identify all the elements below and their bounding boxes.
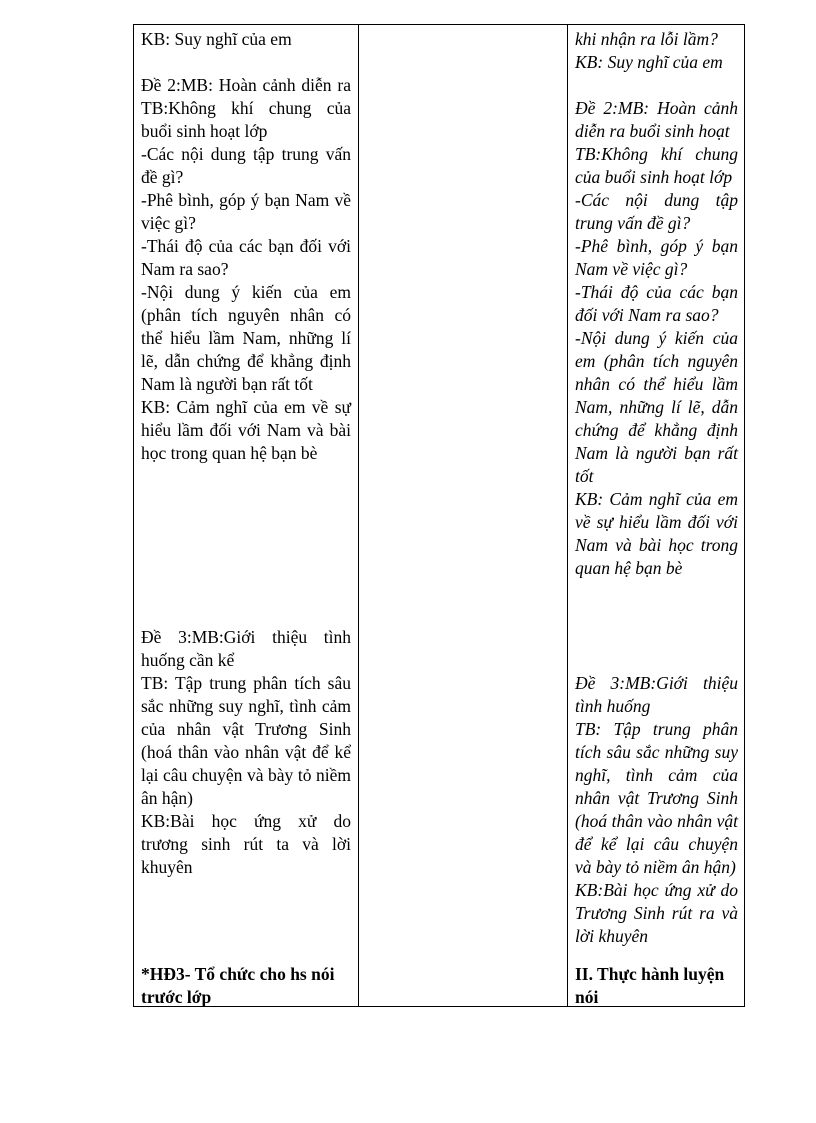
right-section2-heading: II. Thực hành luyện nói <box>575 964 725 1007</box>
left-de3-tb: TB: Tập trung phân tích sâu sắc những suy nghĩ, tình cảm của nhân vật Trương Sinh (hoá thân vào nhân vật để kể lại câu chuyện và bày tỏ niềm ân hận) <box>141 673 351 808</box>
left-hd3-heading: *HĐ3- Tổ chức cho hs nói trước lớp <box>141 964 335 1007</box>
right-de2-item: -Nội dung ý kiến của em (phân tích nguyên nhân có thể hiểu lầm Nam, những lí lẽ, dẫn chứng để khẳng định Nam là người bạn rất tốt <box>575 328 738 486</box>
left-de2-block <box>134 71 358 465</box>
right-de2-tb: TB:Không khí chung của buổi sinh hoạt lớp <box>575 144 738 187</box>
left-de2-item: -Thái độ của các bạn đối với Nam ra sao? <box>141 236 351 279</box>
table-row <box>134 25 745 1007</box>
empty-cell <box>359 25 567 1006</box>
content-cell <box>568 25 744 1006</box>
activity-column <box>134 25 359 1007</box>
right-top-question: khi nhận ra lỗi lầm? <box>575 29 718 49</box>
right-de2-intro: Đề 2:MB: Hoàn cảnh diễn ra buổi sinh hoạt <box>575 98 738 141</box>
right-de3-tb: TB: Tập trung phân tích sâu sắc những suy nghĩ, tình cảm của nhân vật Trương Sinh (hoá thân vào nhân vật để kể lại câu chuyện và bày tỏ niềm ân hận) <box>575 719 738 877</box>
left-de2-item: -Phê bình, góp ý bạn Nam về việc gì? <box>141 190 351 233</box>
activity-cell <box>134 25 358 1006</box>
lesson-table <box>133 24 745 1007</box>
right-top-block <box>568 25 744 74</box>
left-kb1-block <box>134 25 358 51</box>
right-de2-item: -Các nội dung tập trung vấn đề gì? <box>575 190 738 233</box>
left-de3-block <box>134 623 358 879</box>
right-de2-kb: KB: Cảm nghĩ của em về sự hiểu lầm đối với Nam và bài học trong quan hệ bạn bè <box>575 489 738 578</box>
right-de2-item: -Thái độ của các bạn đối với Nam ra sao? <box>575 282 738 325</box>
left-de3-kb: KB:Bài học ứng xử do trương sinh rút ta và lời khuyên <box>141 811 351 877</box>
right-de2-block <box>568 94 744 580</box>
teacher-column <box>359 25 568 1007</box>
left-de2-intro: Đề 2:MB: Hoàn cảnh diễn ra TB:Không khí chung của buổi sinh hoạt lớp <box>141 75 351 141</box>
right-de3-intro: Đề 3:MB:Giới thiệu tình huống <box>575 673 738 716</box>
left-de3-intro: Đề 3:MB:Giới thiệu tình huống cần kể <box>141 627 351 670</box>
right-de3-block <box>568 669 744 948</box>
right-kb1: KB: Suy nghĩ của em <box>575 52 723 72</box>
left-de2-item: -Nội dung ý kiến của em (phân tích nguyên nhân có thể hiểu lầm Nam, những lí lẽ, dẫn chứng để khẳng định Nam là người bạn rất tốt <box>141 282 351 394</box>
right-de2-item: -Phê bình, góp ý bạn Nam về việc gì? <box>575 236 738 279</box>
content-column <box>568 25 745 1007</box>
left-de2-kb: KB: Cảm nghĩ của em về sự hiểu lầm đối với Nam và bài học trong quan hệ bạn bè <box>141 397 351 463</box>
right-de3-kb: KB:Bài học ứng xử do Trương Sinh rút ra và lời khuyên <box>575 880 738 946</box>
left-kb1: KB: Suy nghĩ của em <box>141 29 292 49</box>
left-de2-item: -Các nội dung tập trung vấn đề gì? <box>141 144 351 187</box>
